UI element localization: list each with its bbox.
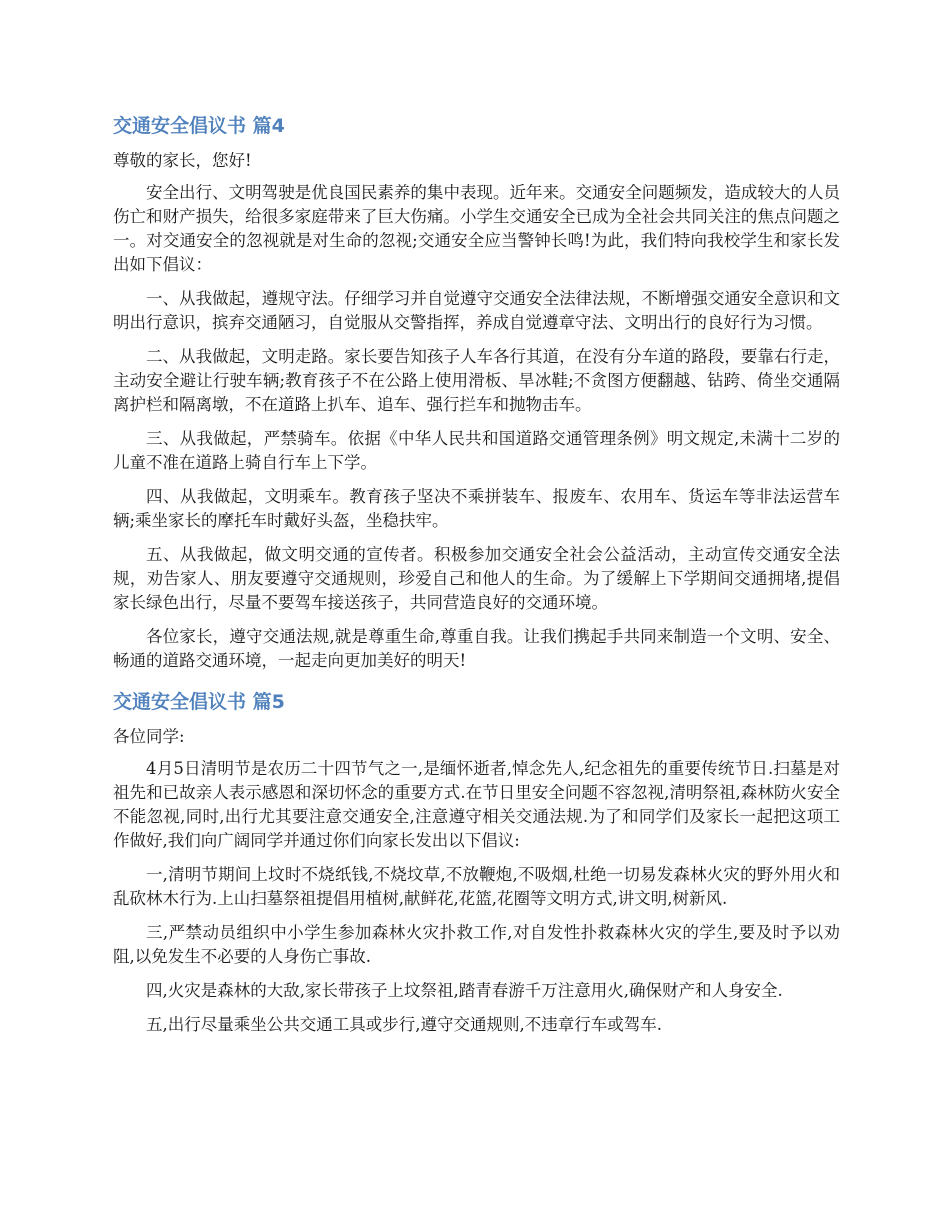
paragraph: 四,火灾是森林的大敌,家长带孩子上坟祭祖,踏青春游千万注意用火,确保财产和人身安全. (146, 981, 783, 1000)
section-heading-4: 交通安全倡议书 篇4 (113, 115, 285, 137)
section-heading-5: 交通安全倡议书 篇5 (113, 691, 285, 713)
paragraph: 一、从我做起，遵规守法。仔细学习并自觉遵守交通安全法律法规，不断增强交通安全意识和文明出行意识，摈弃交通陋习，自觉服从交警指挥，养成自觉遵章守法、文明出行的良好行为习惯。 (113, 289, 840, 332)
paragraph: 各位家长，遵守交通法规,就是尊重生命,尊重自我。让我们携起手共同来制造一个文明、安全、畅通的道路交通环境，一起走向更加美好的明天! (113, 627, 840, 670)
paragraph: 五、从我做起，做文明交通的宣传者。积极参加交通安全社会公益活动，主动宣传交通安全法规，劝告家人、朋友要遵守交通规则，珍爱自己和他人的生命。为了缓解上下学期间交通拥堵,提倡家长绿色出行，尽量不要驾车接送孩子，共同营造良好的交通环境。 (113, 545, 840, 612)
paragraph: 4月5日清明节是农历二十四节气之一,是缅怀逝者,悼念先人,纪念祖先的重要传统节日.扫墓是对祖先和已故亲人表示感恩和深切怀念的重要方式.在节日里安全问题不容忽视,清明祭祖,森林防火安全不能忽视,同时,出行尤其要注意交通安全,注意遵守相关交通法规.为了和同学们及家长一起把这项工作做好,我们向广阔同学并通过你们向家长发出以下倡议: (113, 759, 840, 850)
paragraph: 一,清明节期间上坟时不烧纸钱,不烧坟草,不放鞭炮,不吸烟,杜绝一切易发森林火灾的野外用火和乱砍林木行为.上山扫墓祭祖提倡用植树,献鲜花,花篮,花圈等文明方式,讲文明,树新风. (113, 865, 840, 908)
paragraph: 四、从我做起，文明乘车。教育孩子坚决不乘拼装车、报废车、农用车、货运车等非法运营车辆;乘坐家长的摩托车时戴好头盔，坐稳扶牢。 (113, 487, 840, 530)
salutation-parents: 尊敬的家长，您好! (113, 151, 252, 170)
paragraph: 二、从我做起，文明走路。家长要告知孩子人车各行其道，在没有分车道的路段，要靠右行走，主动安全避让行驶车辆;教育孩子不在公路上使用滑板、旱冰鞋;不贪图方便翻越、钻跨、倚坐交通隔离护栏和隔离墩，不在道路上扒车、追车、强行拦车和抛物击车。 (113, 347, 840, 414)
salutation-students: 各位同学: (113, 727, 185, 746)
document-page (113, 100, 840, 1047)
paragraph: 三,严禁动员组织中小学生参加森林火灾扑救工作,对自发性扑救森林火灾的学生,要及时予以劝阻,以免发生不必要的人身伤亡事故. (113, 923, 840, 966)
paragraph: 五,出行尽量乘坐公共交通工具或步行,遵守交通规则,不违章行车或驾车. (146, 1015, 662, 1034)
paragraph: 安全出行、文明驾驶是优良国民素养的集中表现。近年来。交通安全问题频发，造成较大的人员伤亡和财产损失，给很多家庭带来了巨大伤痛。小学生交通安全已成为全社会共同关注的焦点问题之一。对交通安全的忽视就是对生命的忽视;交通安全应当警钟长鸣!为此，我们特向我校学生和家长发出如下倡议： (113, 183, 840, 274)
paragraph: 三、从我做起，严禁骑车。依据《中华人民共和国道路交通管理条例》明文规定,未满十二岁的儿童不准在道路上骑自行车上下学。 (113, 429, 840, 472)
